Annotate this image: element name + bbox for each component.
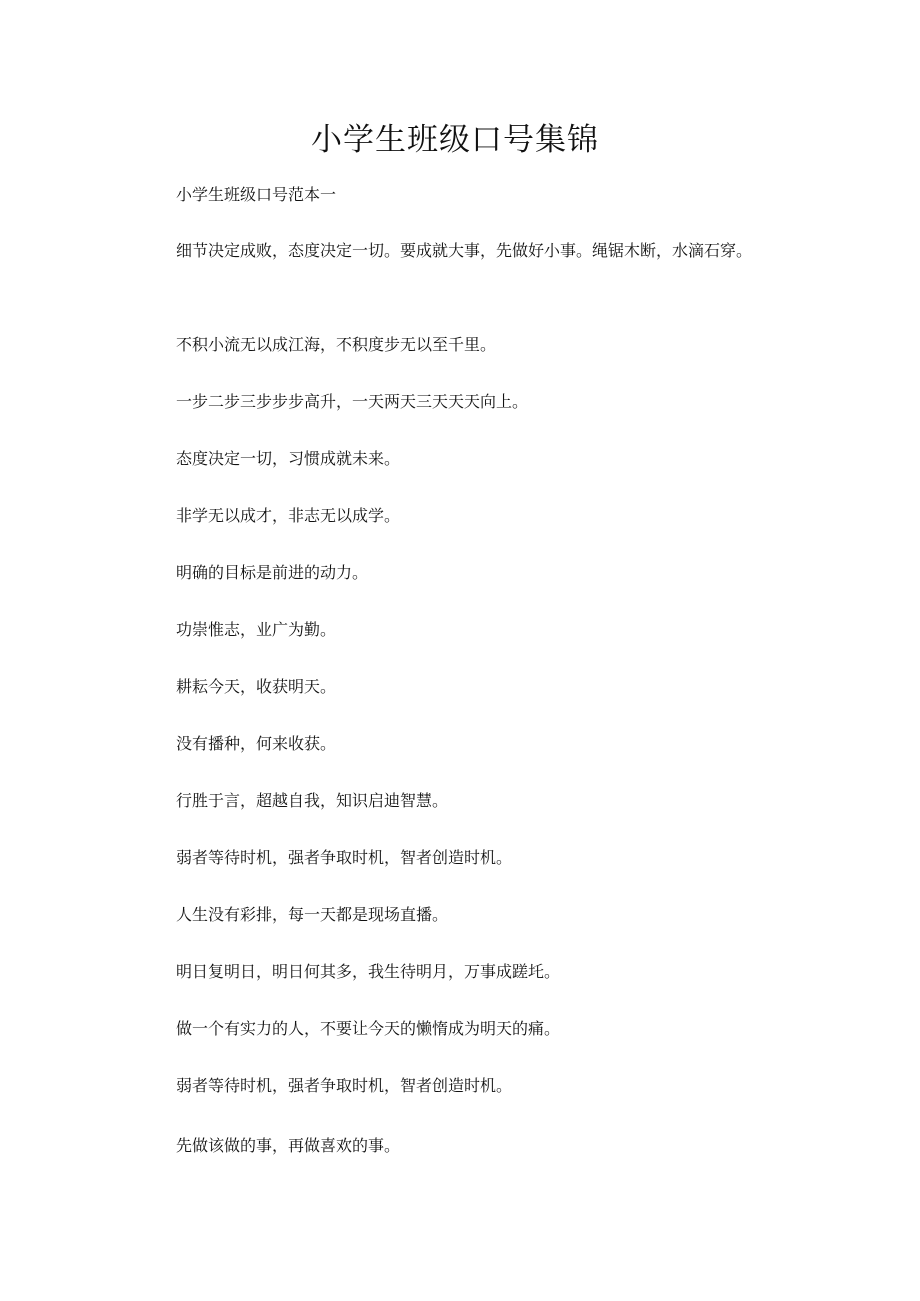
slogan-line: 弱者等待时机，强者争取时机，智者创造时机。 xyxy=(176,848,513,867)
slogan-line: 做一个有实力的人，不要让今天的懒惰成为明天的痛。 xyxy=(176,1019,561,1038)
slogan-line: 态度决定一切，习惯成就未来。 xyxy=(176,449,401,468)
slogan-line: 人生没有彩排，每一天都是现场直播。 xyxy=(176,905,449,924)
slogan-line: 一步二步三步步步高升，一天两天三天天天向上。 xyxy=(176,392,529,411)
slogan-line: 功崇惟志，业广为勤。 xyxy=(176,620,337,639)
slogan-line: 行胜于言，超越自我，知识启迪智慧。 xyxy=(176,791,449,810)
slogan-line: 明确的目标是前进的动力。 xyxy=(176,563,369,582)
slogan-line: 没有播种，何来收获。 xyxy=(176,734,337,753)
slogan-line: 明日复明日，明日何其多，我生待明月，万事成蹉圫。 xyxy=(176,962,561,981)
slogan-line: 先做该做的事，再做喜欢的事。 xyxy=(176,1136,401,1155)
section-subtitle: 小学生班级口号范本一 xyxy=(176,185,337,204)
slogan-line: 耕耘今天，收获明天。 xyxy=(176,677,337,696)
document-title: 小学生班级口号集锦 xyxy=(311,122,599,158)
first-paragraph: 细节决定成败，态度决定一切。要成就大事，先做好小事。绳锯木断，水滴石穿。 xyxy=(176,241,753,260)
slogan-line: 不积小流无以成江海，不积度步无以至千里。 xyxy=(176,335,497,354)
slogan-line: 弱者等待时机，强者争取时机，智者创造时机。 xyxy=(176,1076,513,1095)
slogan-line: 非学无以成才，非志无以成学。 xyxy=(176,506,401,525)
